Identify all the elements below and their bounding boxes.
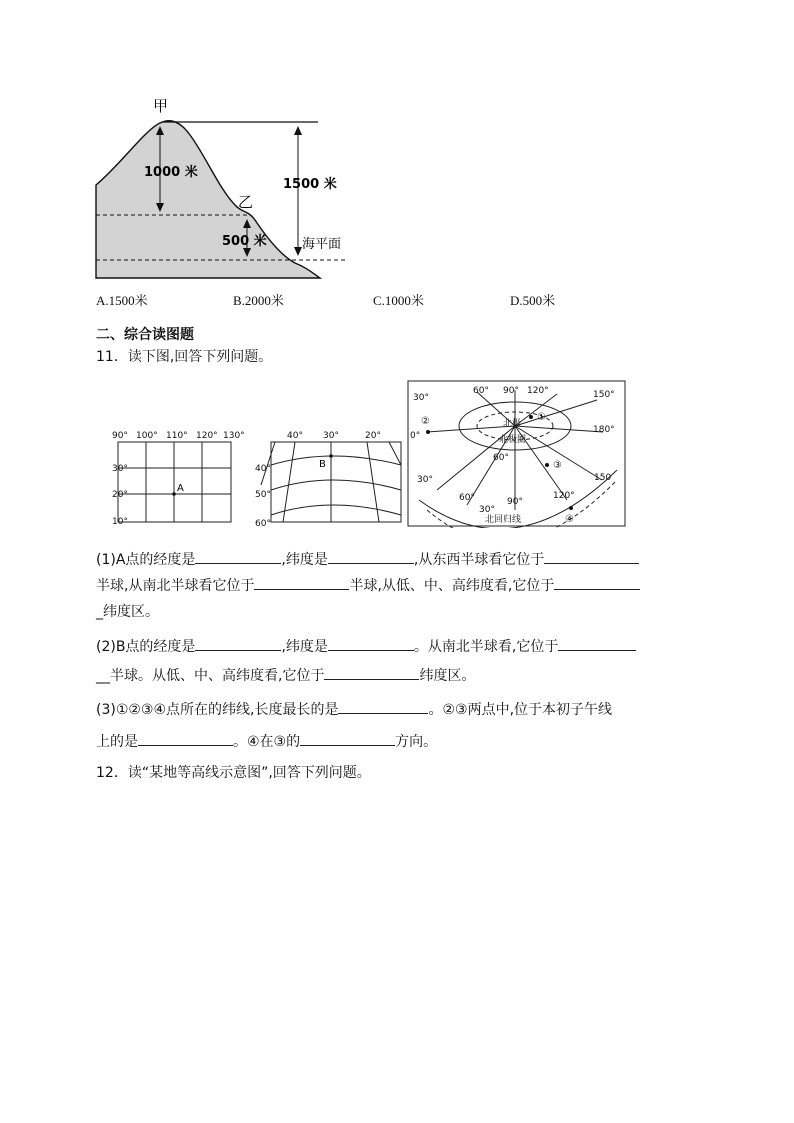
map1-lat-label: 20° xyxy=(112,490,128,500)
height-1500-label: 1500 米 xyxy=(283,177,337,192)
point-a-marker xyxy=(172,492,176,496)
marker-3-label: ③ xyxy=(553,460,562,471)
north-pole-label: 北极 xyxy=(503,419,522,429)
marker-2-dot xyxy=(426,430,430,434)
q11-part1-line3: _纬度区。 xyxy=(96,604,159,620)
map2-lon-label: 30° xyxy=(323,431,339,441)
map3-label: 180° xyxy=(593,425,615,435)
map3-label: 60° xyxy=(493,453,509,463)
tropic-label: 北回归线 xyxy=(485,515,522,525)
q11-part3-line2: 上的是 。④在③的 方向。 xyxy=(96,731,437,752)
map2-lon-label: 40° xyxy=(287,431,303,441)
point-a-label: A xyxy=(177,483,184,494)
map1-lon-label: 100° xyxy=(136,431,158,441)
blank-a-latitude-zone[interactable] xyxy=(554,575,640,590)
marker-2-label: ② xyxy=(421,416,430,427)
q11-part1-line2: 半球,从南北半球看它位于 半球,从低、中、高纬度看,它位于 xyxy=(96,575,640,596)
map2-lat-label: 50° xyxy=(255,490,271,500)
map1-lat-label: 30° xyxy=(112,464,128,474)
option-c[interactable]: C.1000米 xyxy=(373,293,424,308)
map2-lat-label: 60° xyxy=(255,519,271,529)
map1-lon-label: 110° xyxy=(166,431,188,441)
section-title: 二、综合读图题 xyxy=(96,327,194,343)
map3-label: 60° xyxy=(473,386,489,396)
map3-label: 60° xyxy=(459,493,475,503)
map3-label: 150 xyxy=(594,473,612,483)
map1-lon-label: 130° xyxy=(223,431,245,441)
map3-label: 90° xyxy=(503,386,519,396)
marker-4-label: ④ xyxy=(565,514,574,525)
blank-a-longitude[interactable] xyxy=(195,549,281,564)
q11-part1-line1: (1)A点的经度是 ,纬度是 ,从东西半球看它位于 xyxy=(96,549,639,570)
marker-1-dot xyxy=(529,415,533,419)
map1-lon-label: 120° xyxy=(196,431,218,441)
blank-a-ew-hemisphere[interactable] xyxy=(544,549,639,564)
q12-prompt: 12．读“某地等高线示意图”,回答下列问题。 xyxy=(96,765,371,781)
map2-lat-label: 40° xyxy=(255,464,271,474)
blank-longest-parallel[interactable] xyxy=(338,699,428,714)
map3-polar xyxy=(407,380,627,528)
map1-grid xyxy=(112,425,252,530)
height-500-label: 500 米 xyxy=(222,234,267,249)
arctic-circle-label: 北极圈 xyxy=(499,435,527,445)
map3-label: 150° xyxy=(593,390,615,400)
map1-lat-label: 10° xyxy=(112,517,128,527)
q11-prompt: 11．读下图,回答下列问题。 xyxy=(96,349,273,365)
map3-label: 30° xyxy=(479,505,495,515)
mountain-shape xyxy=(96,121,320,278)
point-b-label: B xyxy=(319,459,326,470)
marker-1-label: ① xyxy=(537,412,546,423)
map3-label: 0° xyxy=(410,431,421,441)
blank-a-latitude[interactable] xyxy=(328,549,414,564)
map1-lon-label: 90° xyxy=(112,431,128,441)
blank-on-prime-meridian[interactable] xyxy=(138,731,233,746)
q11-part3-line1: (3)①②③④点所在的纬线,长度最长的是 。②③两点中,位于本初子午线 xyxy=(96,699,612,720)
elevation-profile-figure xyxy=(90,95,360,285)
map3-label: 30° xyxy=(417,475,433,485)
blank-b-latitude[interactable] xyxy=(328,636,414,651)
blank-b-longitude[interactable] xyxy=(195,636,281,651)
point-b-marker xyxy=(329,454,333,458)
height-1000-label: 1000 米 xyxy=(144,165,198,180)
map3-label: 120° xyxy=(553,491,575,501)
option-b[interactable]: B.2000米 xyxy=(233,293,284,308)
q11-part2-line2: __半球。从低、中、高纬度看,它位于 纬度区。 xyxy=(96,665,475,686)
blank-b-ns-hemisphere[interactable] xyxy=(558,636,636,651)
blank-b-latitude-zone[interactable] xyxy=(324,665,419,680)
map2-grid xyxy=(255,425,405,530)
map2-lon-label: 20° xyxy=(365,431,381,441)
map3-label: 30° xyxy=(413,393,429,403)
map3-label: 120° xyxy=(527,386,549,396)
map3-label: 90° xyxy=(507,497,523,507)
blank-direction[interactable] xyxy=(300,731,395,746)
peak-label: 甲 xyxy=(153,97,169,115)
marker-3-dot xyxy=(545,463,549,467)
option-a[interactable]: A.1500米 xyxy=(96,293,148,308)
blank-a-ns-hemisphere[interactable] xyxy=(254,575,349,590)
sea-level-label: 海平面 xyxy=(302,237,342,252)
point-label: 乙 xyxy=(238,193,254,211)
q11-part2-line1: (2)B点的经度是 ,纬度是 。从南北半球看,它位于 xyxy=(96,636,636,657)
marker-4-dot xyxy=(569,506,573,510)
option-d[interactable]: D.500米 xyxy=(510,293,556,308)
